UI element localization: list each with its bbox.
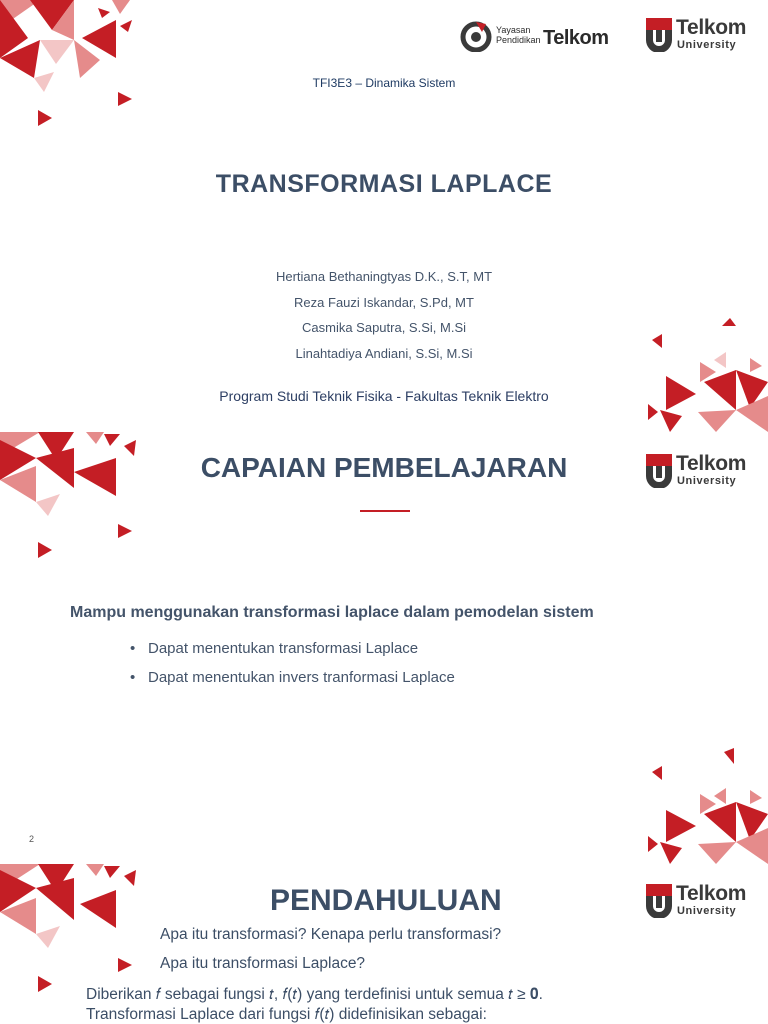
author-name: Casmika Saputra, S.Si, M.Si xyxy=(302,320,466,335)
slide-heading: CAPAIAN PEMBELAJARAN xyxy=(200,452,568,483)
bullet-icon: • xyxy=(130,640,136,657)
heading-underline xyxy=(360,510,410,512)
definition-line: Diberikan 𝑓 sebagai fungsi 𝑡, 𝑓(𝑡) yang terdefinisi untuk semua 𝑡 ≥ 𝟎. xyxy=(86,986,543,1003)
decorative-triangles-top-left xyxy=(0,864,140,1004)
tu-university-word: University xyxy=(677,39,737,51)
yp-mark-icon xyxy=(460,20,492,52)
course-code: TFI3E3 – Dinamika Sistem xyxy=(312,76,456,90)
author-name: Hertiana Bethaningtyas D.K., S.T, MT xyxy=(275,269,493,284)
tu-telkom-word: Telkom xyxy=(676,452,747,475)
slide-title xyxy=(0,0,768,432)
list-item-text: Dapat menentukan invers tranformasi Laplace xyxy=(148,669,455,686)
decorative-triangles-top-left xyxy=(0,0,140,135)
question-item: Apa itu transformasi? Kenapa perlu transformasi? xyxy=(160,926,502,943)
definition-line: Transformasi Laplace dari fungsi 𝑓(𝑡) didefinisikan sebagai: xyxy=(86,1006,487,1023)
yp-small-text: Yayasan Pendidikan xyxy=(496,25,541,45)
tu-mark-icon xyxy=(646,454,672,488)
decorative-triangles-bottom-right xyxy=(640,312,768,432)
outcome-heading: Mampu menggunakan transformasi laplace dalam pemodelan sistem xyxy=(70,604,594,621)
list-item-text: Dapat menentukan transformasi Laplace xyxy=(148,640,419,657)
author-name: Linahtadiya Andiani, S.Si, M.Si xyxy=(295,345,473,361)
list-item xyxy=(130,663,455,692)
tu-telkom-word: Telkom xyxy=(676,882,747,905)
page-number: 2 xyxy=(29,834,35,844)
slide-heading: PENDAHULUAN xyxy=(270,884,502,917)
yp-telkom-word: Telkom xyxy=(543,27,609,49)
outcome-list xyxy=(130,634,455,692)
author-name: Reza Fauzi Iskandar, S.Pd, MT xyxy=(294,294,474,310)
tu-university-word: University xyxy=(677,905,737,917)
telkom-university-logo xyxy=(646,16,756,56)
study-program: Program Studi Teknik Fisika - Fakultas Teknik Elektro xyxy=(219,388,549,404)
tu-mark-icon xyxy=(646,884,672,918)
list-item xyxy=(130,634,455,663)
slide-introduction xyxy=(0,864,768,1024)
tu-telkom-word: Telkom xyxy=(676,16,747,39)
slide-learning-outcomes xyxy=(0,432,768,864)
yayasan-pendidikan-telkom-logo xyxy=(460,16,630,56)
red-triangle-arrow-icon xyxy=(118,958,132,972)
decorative-triangles-bottom-right xyxy=(640,744,768,864)
slide-title-heading: TRANSFORMASI LAPLACE xyxy=(215,170,553,198)
bullet-icon: • xyxy=(130,669,136,686)
tu-mark-icon xyxy=(646,18,672,52)
telkom-university-logo xyxy=(646,452,756,492)
tu-university-word: University xyxy=(677,475,737,487)
telkom-university-logo xyxy=(646,882,756,922)
question-item: Apa itu transformasi Laplace? xyxy=(160,955,366,972)
